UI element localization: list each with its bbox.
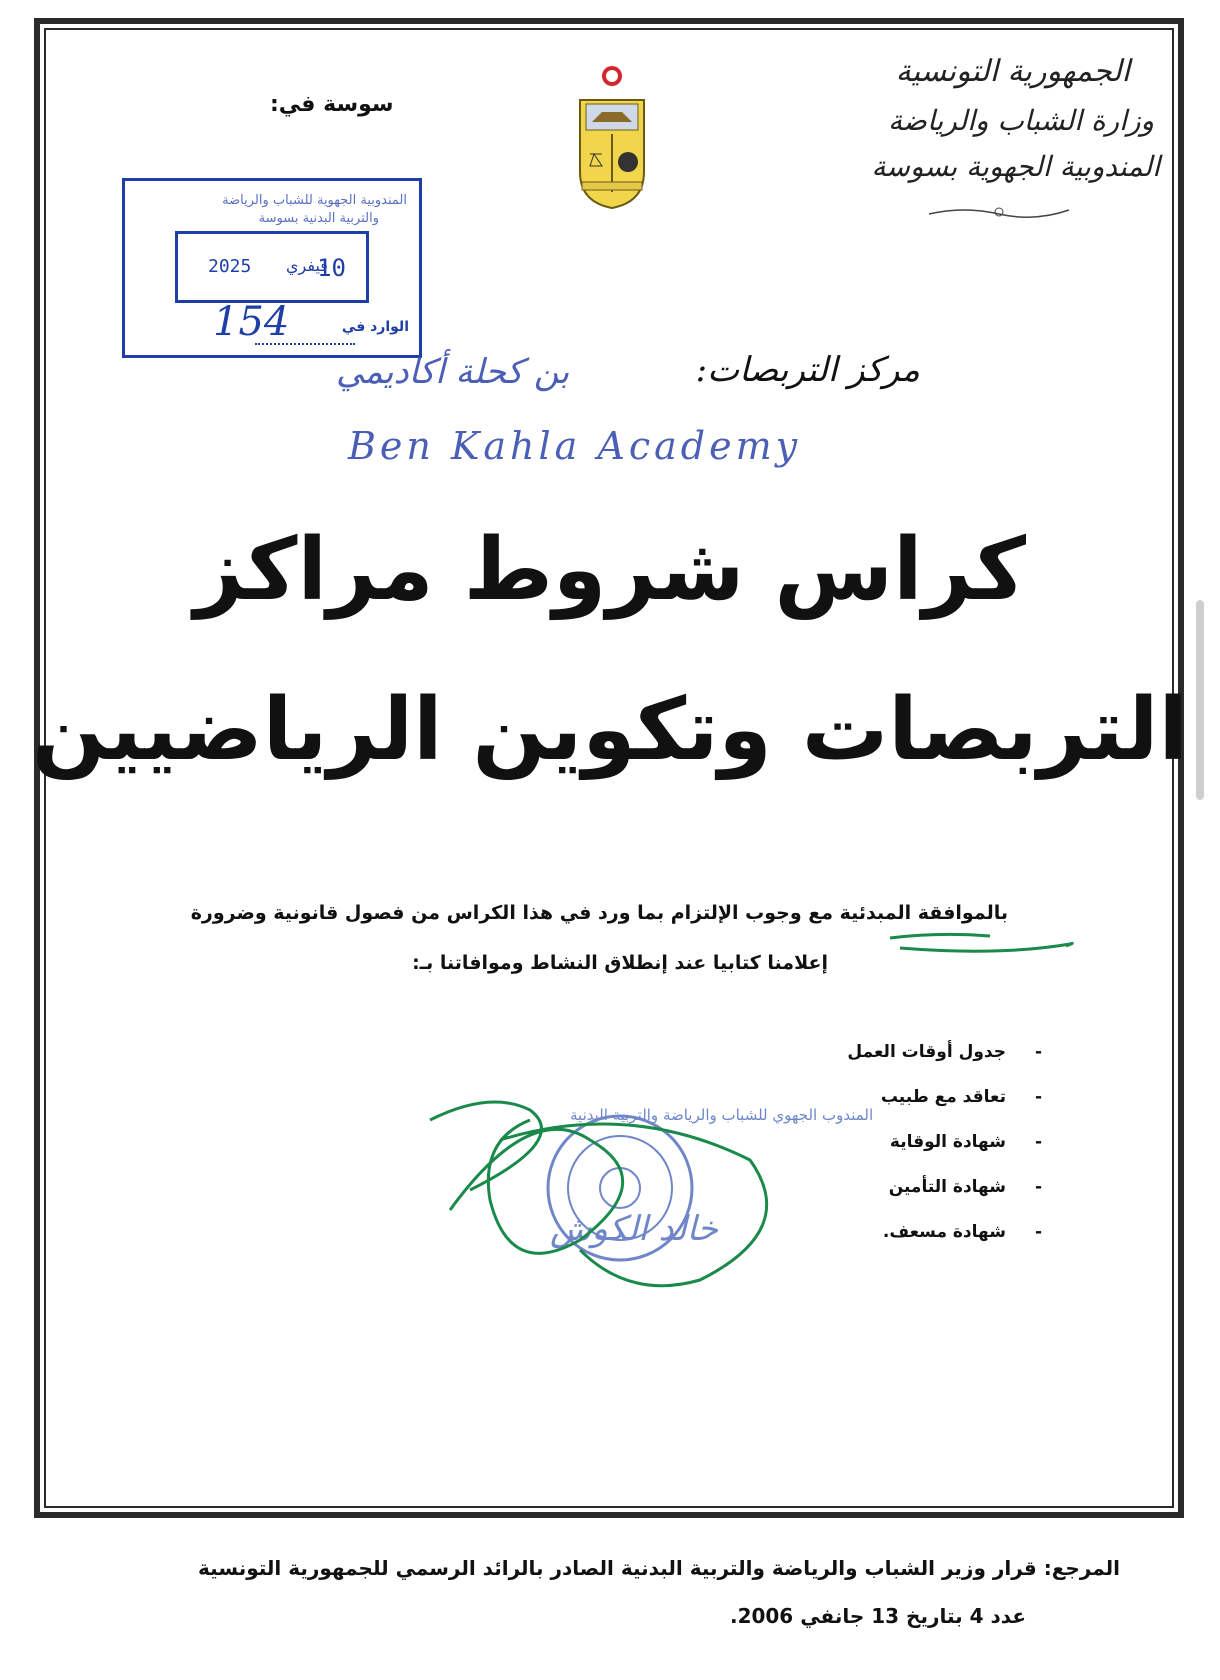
stamp-office-line1: المندوبية الجهوية للشباب والرياضة	[222, 193, 407, 208]
requirement-doctor-contract: تعاقد مع طبيب	[880, 1087, 1006, 1107]
signature-and-seal	[330, 1080, 874, 1300]
commission-heading: المندوبية الجهوية بسوسة	[871, 150, 1160, 183]
stamp-year: 2025	[208, 256, 252, 277]
signatory-name: خالد الكوش	[550, 1209, 719, 1249]
stamp-dotted-line	[255, 343, 355, 345]
requirement-first-aid-cert: شهادة مسعف.	[882, 1222, 1006, 1242]
stamp-day: 10	[317, 254, 346, 282]
stamp-date-box	[175, 231, 369, 303]
training-center-label: مركز التربصات:	[695, 350, 920, 390]
requirement-prevention-cert: شهادة الوقاية	[889, 1132, 1006, 1152]
list-item: - شهادة الوقاية	[889, 1132, 1042, 1152]
approval-text-line1: بالموافقة المبدئية مع وجوب الإلتزام بما ورد في هذا الكراس من فصول قانونية وضرورة	[190, 902, 1008, 924]
requirement-work-schedule: جدول أوقات العمل	[847, 1042, 1006, 1062]
training-center-name-ar: بن كحلة أكاديمي	[336, 352, 570, 392]
ministry-heading: وزارة الشباب والرياضة	[888, 104, 1154, 137]
republic-heading: الجمهورية التونسية	[895, 54, 1130, 89]
training-center-name-en: Ben Kahla Academy	[348, 424, 802, 468]
ornament-divider	[924, 202, 1074, 222]
stamp-received-label: الوارد في	[341, 319, 409, 335]
list-item: - شهادة مسعف.	[882, 1222, 1042, 1242]
list-item: - شهادة التأمين	[888, 1177, 1042, 1197]
reference-line2: عدد 4 بتاريخ 13 جانفي 2006.	[729, 1604, 1026, 1628]
stamp-month: فيفري	[286, 256, 328, 275]
approval-text-line2: إعلامنا كتابيا عند إنطلاق النشاط وموافاتنا بـ:	[412, 952, 828, 974]
stamp-office-line2: والتربية البدنية بسوسة	[258, 211, 379, 226]
signature-title-stamp: المندوب الجهوي للشباب والرياضة والتربية البدنية	[570, 1106, 874, 1124]
received-stamp	[122, 178, 422, 358]
document-title-line1: كراس شروط مراكز	[193, 520, 1027, 620]
city-date-label: سوسة في:	[270, 92, 394, 117]
stamp-registration-number: 154	[213, 299, 290, 345]
reference-line1: المرجع: قرار وزير الشباب والرياضة والتربية البدنية الصادر بالرائد الرسمي للجمهورية التونسية	[198, 1556, 1120, 1580]
document-title-line2: التربصات وتكوين الرياضيين	[32, 680, 1188, 780]
green-underline-mark	[880, 930, 1080, 956]
list-item: - تعاقد مع طبيب	[880, 1087, 1042, 1107]
tunisia-coat-of-arms	[572, 62, 652, 212]
requirement-insurance-cert: شهادة التأمين	[888, 1177, 1006, 1197]
list-item: - جدول أوقات العمل	[847, 1042, 1042, 1062]
